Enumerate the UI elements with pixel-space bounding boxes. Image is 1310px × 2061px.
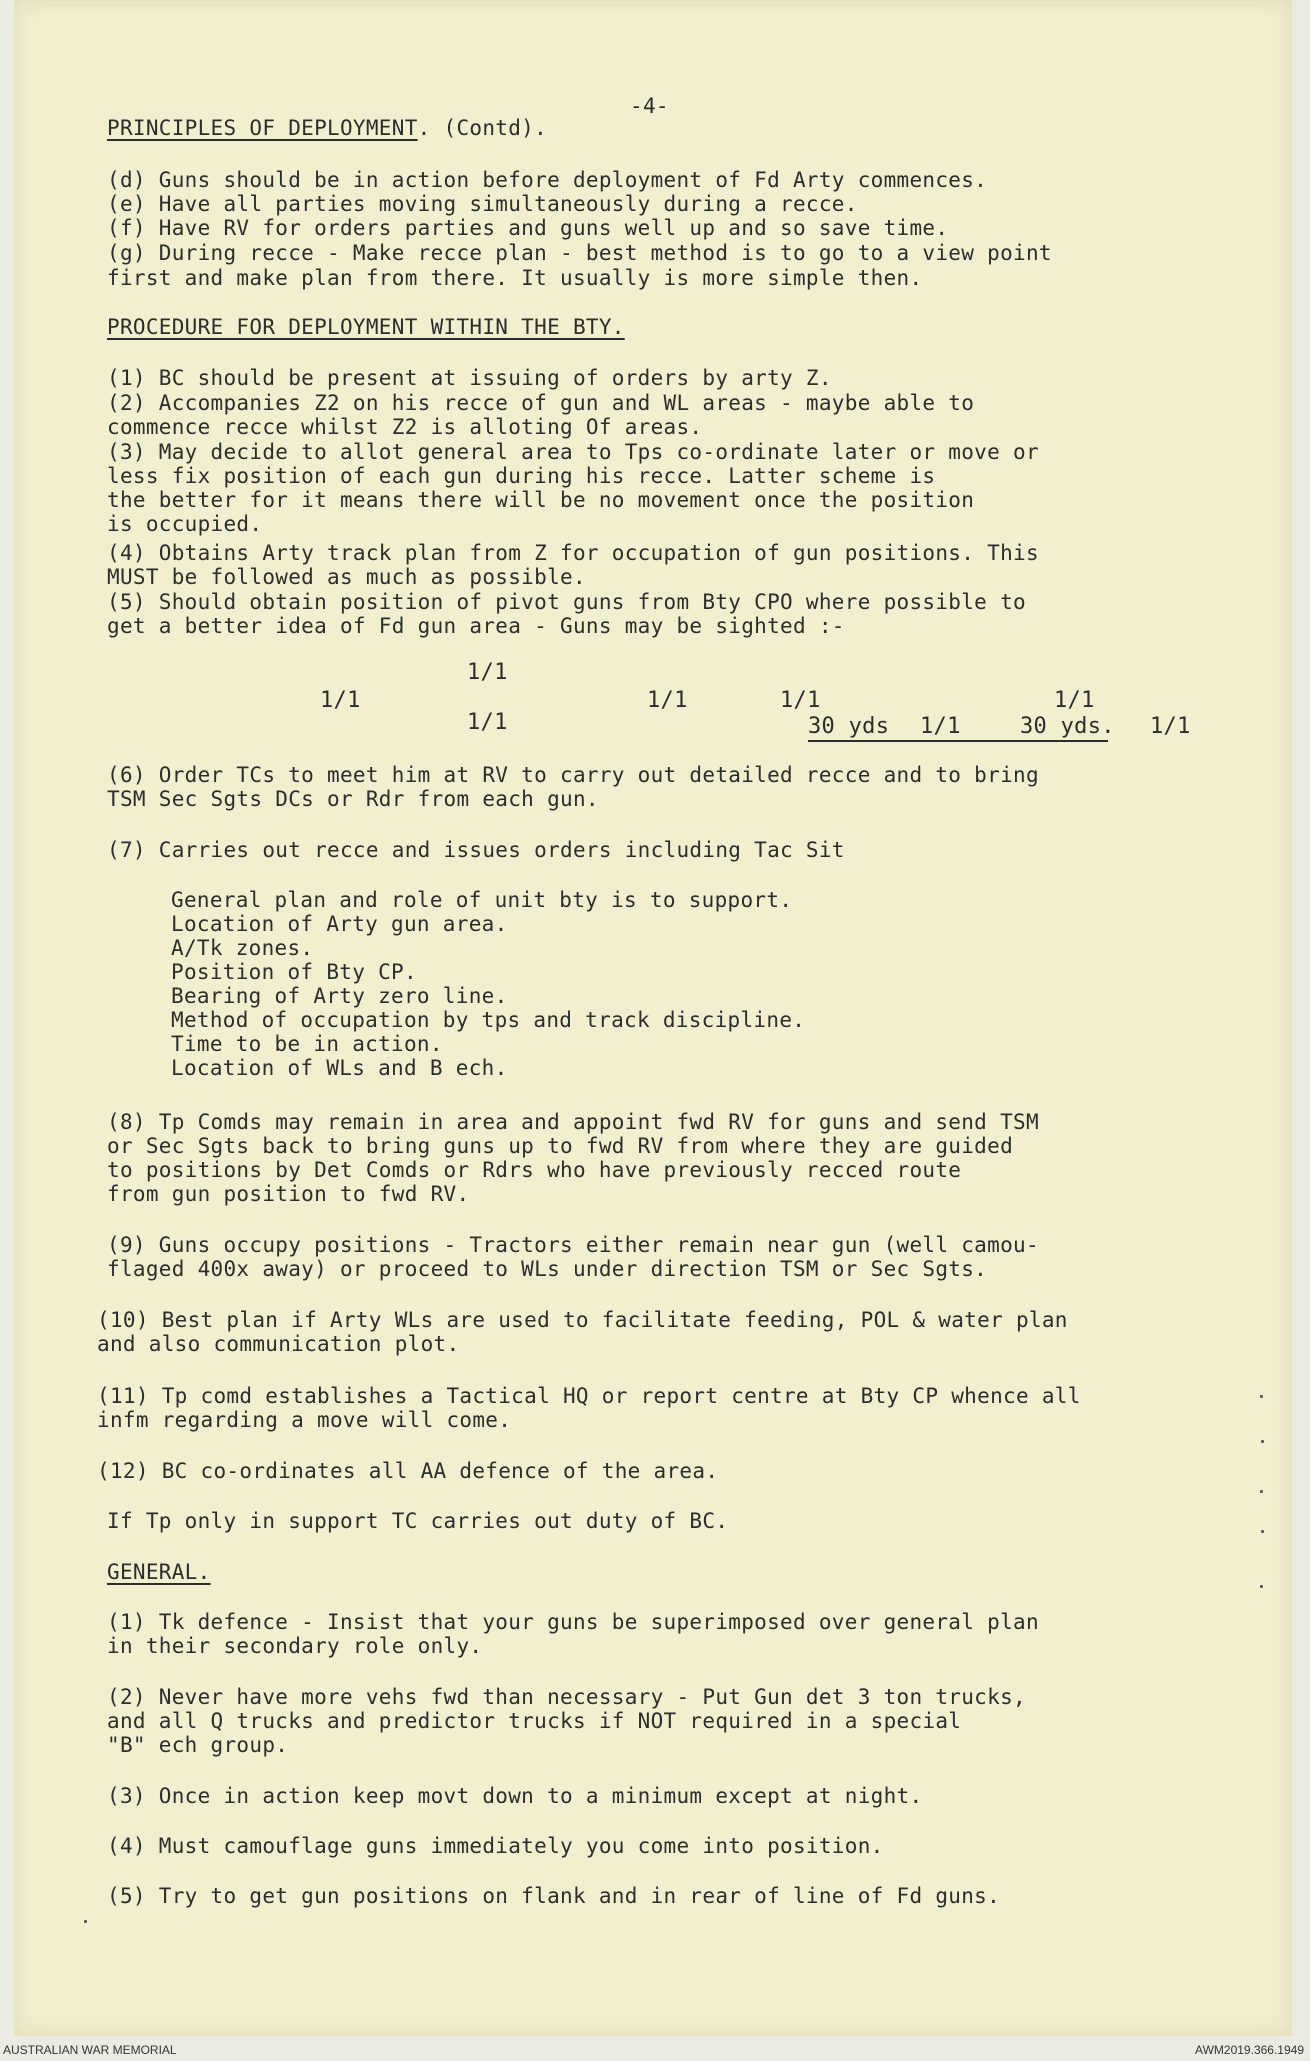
paper-mark bbox=[1261, 1440, 1264, 1443]
gun-position-label: 1/1 bbox=[920, 714, 961, 739]
list-item-line: (g) During recce - Make recce plan - best method is to go to a view point bbox=[107, 241, 1052, 265]
heading-suffix: . (Contd). bbox=[417, 116, 548, 140]
order-item: General plan and role of unit bty is to support. bbox=[171, 888, 793, 912]
support-note: If Tp only in support TC carries out duty of BC. bbox=[107, 1509, 729, 1533]
list-item-line: "B" ech group. bbox=[107, 1733, 289, 1757]
list-item-line: (3) May decide to allot general area to Tps co-ordinate later or move or bbox=[107, 440, 1039, 464]
list-item-line: (6) Order TCs to meet him at RV to carry out detailed recce and to bring bbox=[107, 763, 1039, 787]
list-item-line: in their secondary role only. bbox=[107, 1634, 483, 1658]
paper-mark bbox=[1260, 1585, 1263, 1588]
list-item-line: (7) Carries out recce and issues orders including Tac Sit bbox=[107, 838, 845, 862]
list-item-line: (2) Accompanies Z2 on his recce of gun and WL areas - maybe able to bbox=[107, 391, 975, 415]
list-item-line: less fix position of each gun during his recce. Latter scheme is bbox=[107, 464, 936, 488]
order-item: Location of Arty gun area. bbox=[171, 912, 508, 936]
gun-position-label: 1/1 bbox=[467, 710, 508, 735]
list-item-line: (10) Best plan if Arty WLs are used to facilitate feeding, POL & water plan bbox=[97, 1308, 1068, 1332]
order-item: A/Tk zones. bbox=[171, 936, 314, 960]
spacing-line bbox=[808, 740, 1108, 742]
list-item-line: (5) Should obtain position of pivot guns from Bty CPO where possible to bbox=[107, 590, 1026, 614]
list-item-line: (4) Must camouflage guns immediately you come into position. bbox=[107, 1834, 884, 1858]
list-item-line: (f) Have RV for orders parties and guns well up and so save time. bbox=[107, 216, 949, 240]
order-item: Bearing of Arty zero line. bbox=[171, 984, 508, 1008]
paper-mark bbox=[1260, 1395, 1263, 1398]
list-item-line: TSM Sec Sgts DCs or Rdr from each gun. bbox=[107, 787, 599, 811]
list-item-line: get a better idea of Fd gun area - Guns may be sighted :- bbox=[107, 614, 845, 638]
distance-label: 30 yds. bbox=[1020, 714, 1115, 739]
list-item-line: from gun position to fwd RV. bbox=[107, 1182, 470, 1206]
list-item-line: (e) Have all parties moving simultaneously during a recce. bbox=[107, 192, 858, 216]
list-item-line: (12) BC co-ordinates all AA defence of the area. bbox=[97, 1459, 719, 1483]
paper-mark bbox=[84, 1920, 87, 1923]
gun-position-label: 1/1 bbox=[1150, 714, 1191, 739]
order-item: Location of WLs and B ech. bbox=[171, 1056, 508, 1080]
footer-left: AUSTRALIAN WAR MEMORIAL bbox=[3, 2043, 177, 2057]
list-item-line: (3) Once in action keep movt down to a minimum except at night. bbox=[107, 1784, 923, 1808]
list-item-line: (5) Try to get gun positions on flank and in rear of line of Fd guns. bbox=[107, 1884, 1001, 1908]
gun-position-label: 1/1 bbox=[647, 688, 688, 713]
section-heading-general: GENERAL. bbox=[107, 1560, 211, 1584]
paper-mark bbox=[1261, 1530, 1264, 1533]
list-item-line: (11) Tp comd establishes a Tactical HQ or report centre at Bty CP whence all bbox=[97, 1384, 1081, 1408]
list-item-line: flaged 400x away) or proceed to WLs under direction TSM or Sec Sgts. bbox=[107, 1257, 988, 1281]
list-item-line: (1) BC should be present at issuing of orders by arty Z. bbox=[107, 366, 832, 390]
gun-position-label: 1/1 bbox=[780, 688, 821, 713]
list-item-line: commence recce whilst Z2 is alloting Of areas. bbox=[107, 415, 703, 439]
list-item-line: (4) Obtains Arty track plan from Z for occupation of gun positions. This bbox=[107, 541, 1039, 565]
section-heading-procedure: PROCEDURE FOR DEPLOYMENT WITHIN THE BTY. bbox=[107, 315, 625, 339]
list-item-line: and all Q trucks and predictor trucks if NOT required in a special bbox=[107, 1709, 962, 1733]
order-item: Time to be in action. bbox=[171, 1032, 443, 1056]
paper-mark bbox=[1260, 1490, 1263, 1493]
gun-position-label: 1/1 bbox=[467, 660, 508, 685]
list-item-line: the better for it means there will be no movement once the position bbox=[107, 488, 975, 512]
section-heading-deployment-principles bbox=[107, 118, 547, 139]
list-item-line: to positions by Det Comds or Rdrs who have previously recced route bbox=[107, 1158, 962, 1182]
page-number: -4- bbox=[630, 94, 669, 118]
list-item-line: or Sec Sgts back to bring guns up to fwd RV from where they are guided bbox=[107, 1134, 1014, 1158]
list-item-line: infm regarding a move will come. bbox=[97, 1408, 512, 1432]
distance-label: 30 yds bbox=[808, 714, 890, 739]
list-item-line: (d) Guns should be in action before deployment of Fd Arty commences. bbox=[107, 168, 988, 192]
list-item-line: (1) Tk defence - Insist that your guns be superimposed over general plan bbox=[107, 1610, 1039, 1634]
list-item-line: (9) Guns occupy positions - Tractors either remain near gun (well camou- bbox=[107, 1233, 1039, 1257]
order-item: Position of Bty CP. bbox=[171, 960, 417, 984]
list-item-line: MUST be followed as much as possible. bbox=[107, 565, 586, 589]
heading-title: PRINCIPLES OF DEPLOYMENT bbox=[107, 116, 418, 140]
footer-right: AWM2019.366.1949 bbox=[1195, 2043, 1304, 2057]
gun-position-label: 1/1 bbox=[1054, 688, 1095, 713]
list-item-line: (8) Tp Comds may remain in area and appoint fwd RV for guns and send TSM bbox=[107, 1110, 1039, 1134]
gun-position-label: 1/1 bbox=[320, 688, 361, 713]
list-item-line: and also communication plot. bbox=[97, 1332, 460, 1356]
list-item-line: (2) Never have more vehs fwd than necessary - Put Gun det 3 ton trucks, bbox=[107, 1685, 1026, 1709]
list-item-line: first and make plan from there. It usually is more simple then. bbox=[107, 266, 923, 290]
order-item: Method of occupation by tps and track discipline. bbox=[171, 1008, 806, 1032]
list-item-line: is occupied. bbox=[107, 512, 263, 536]
